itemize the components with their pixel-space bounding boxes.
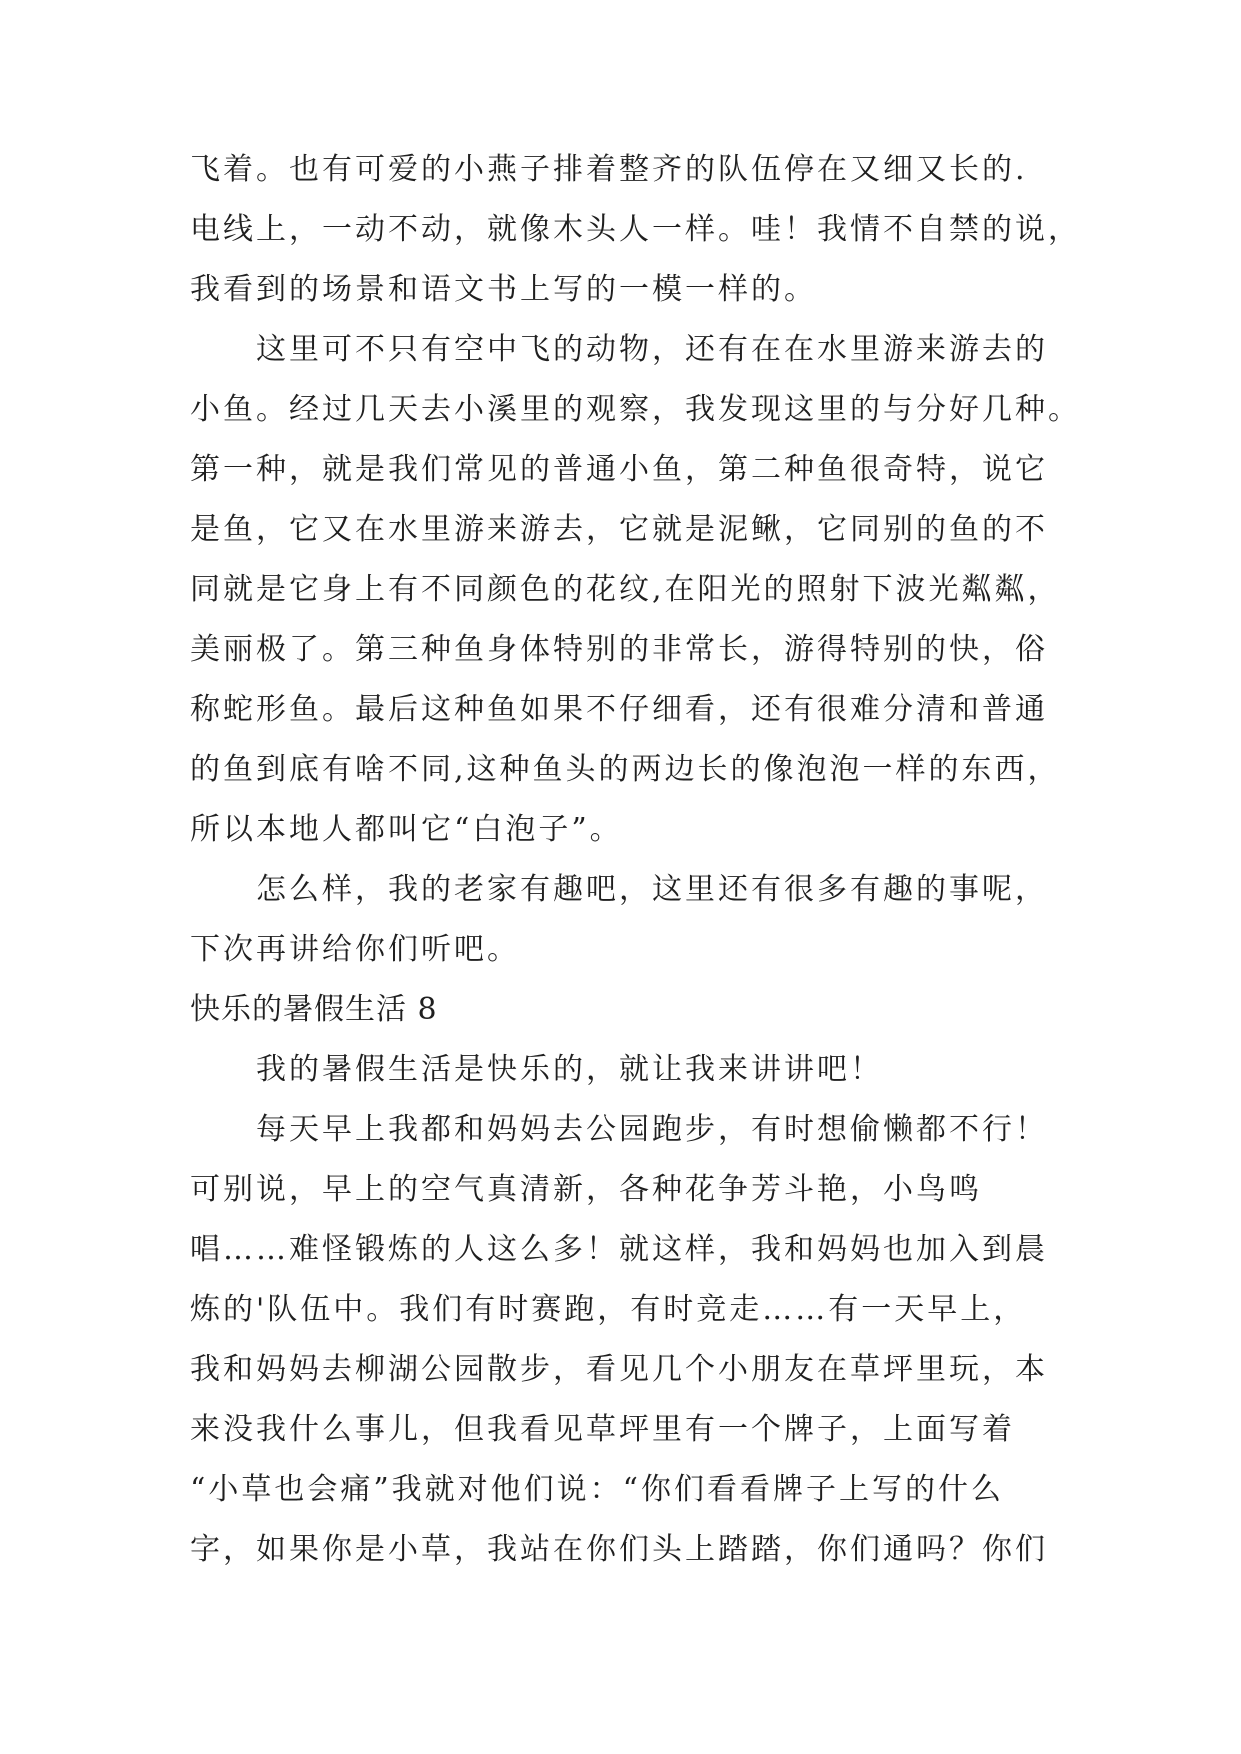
text-line: 这里可不只有空中飞的动物，还有在在水里游来游去的 [256,332,1048,367]
text-line: 我看到的场景和语文书上写的一模一样的。 [190,272,817,307]
text-line: 唱……难怪锻炼的人这么多！就这样，我和妈妈也加入到晨 [190,1232,1048,1267]
section-heading: 快乐的暑假生活 8 [190,992,438,1027]
text-line: 是鱼，它又在水里游来游去，它就是泥鳅，它同别的鱼的不 [190,512,1048,547]
text-line: 飞着。也有可爱的小燕子排着整齐的队伍停在又细又长的. [190,152,1028,187]
text-line: 称蛇形鱼。最后这种鱼如果不仔细看，还有很难分清和普通 [190,692,1048,727]
text-line: 电线上，一动不动，就像木头人一样。哇！我情不自禁的说， [190,212,1081,247]
text-line: 小鱼。经过几天去小溪里的观察，我发现这里的与分好几种。 [190,392,1081,427]
text-line: 我的暑假生活是快乐的，就让我来讲讲吧！ [256,1052,883,1087]
text-line: 来没我什么事儿，但我看见草坪里有一个牌子，上面写着 [190,1412,1015,1447]
text-line: 同就是它身上有不同颜色的花纹,在阳光的照射下波光粼粼， [190,572,1061,607]
text-line: 字，如果你是小草，我站在你们头上踏踏，你们通吗？你们 [190,1532,1048,1567]
text-line: 炼的'队伍中。我们有时赛跑，有时竞走……有一天早上， [190,1292,1027,1327]
text-line: 每天早上我都和妈妈去公园跑步，有时想偷懒都不行！ [256,1112,1048,1147]
text-line: 第一种，就是我们常见的普通小鱼，第二种鱼很奇特，说它 [190,452,1048,487]
body-text [190,140,1081,1580]
text-line: 怎么样，我的老家有趣吧，这里还有很多有趣的事呢， [256,872,1048,907]
text-line: 下次再讲给你们听吧。 [190,932,520,967]
text-line: 的鱼到底有啥不同,这种鱼头的两边长的像泡泡一样的东西， [190,752,1061,787]
text-line: 我和妈妈去柳湖公园散步，看见几个小朋友在草坪里玩，本 [190,1352,1048,1387]
text-line: “小草也会痛”我就对他们说：“你们看看牌子上写的什么 [190,1472,1005,1507]
text-line: 美丽极了。第三种鱼身体特别的非常长，游得特别的快，俗 [190,632,1048,667]
text-line: 所以本地人都叫它“白泡子”。 [190,812,623,847]
text-line: 可别说，早上的空气真清新，各种花争芳斗艳，小鸟鸣 [190,1172,982,1207]
